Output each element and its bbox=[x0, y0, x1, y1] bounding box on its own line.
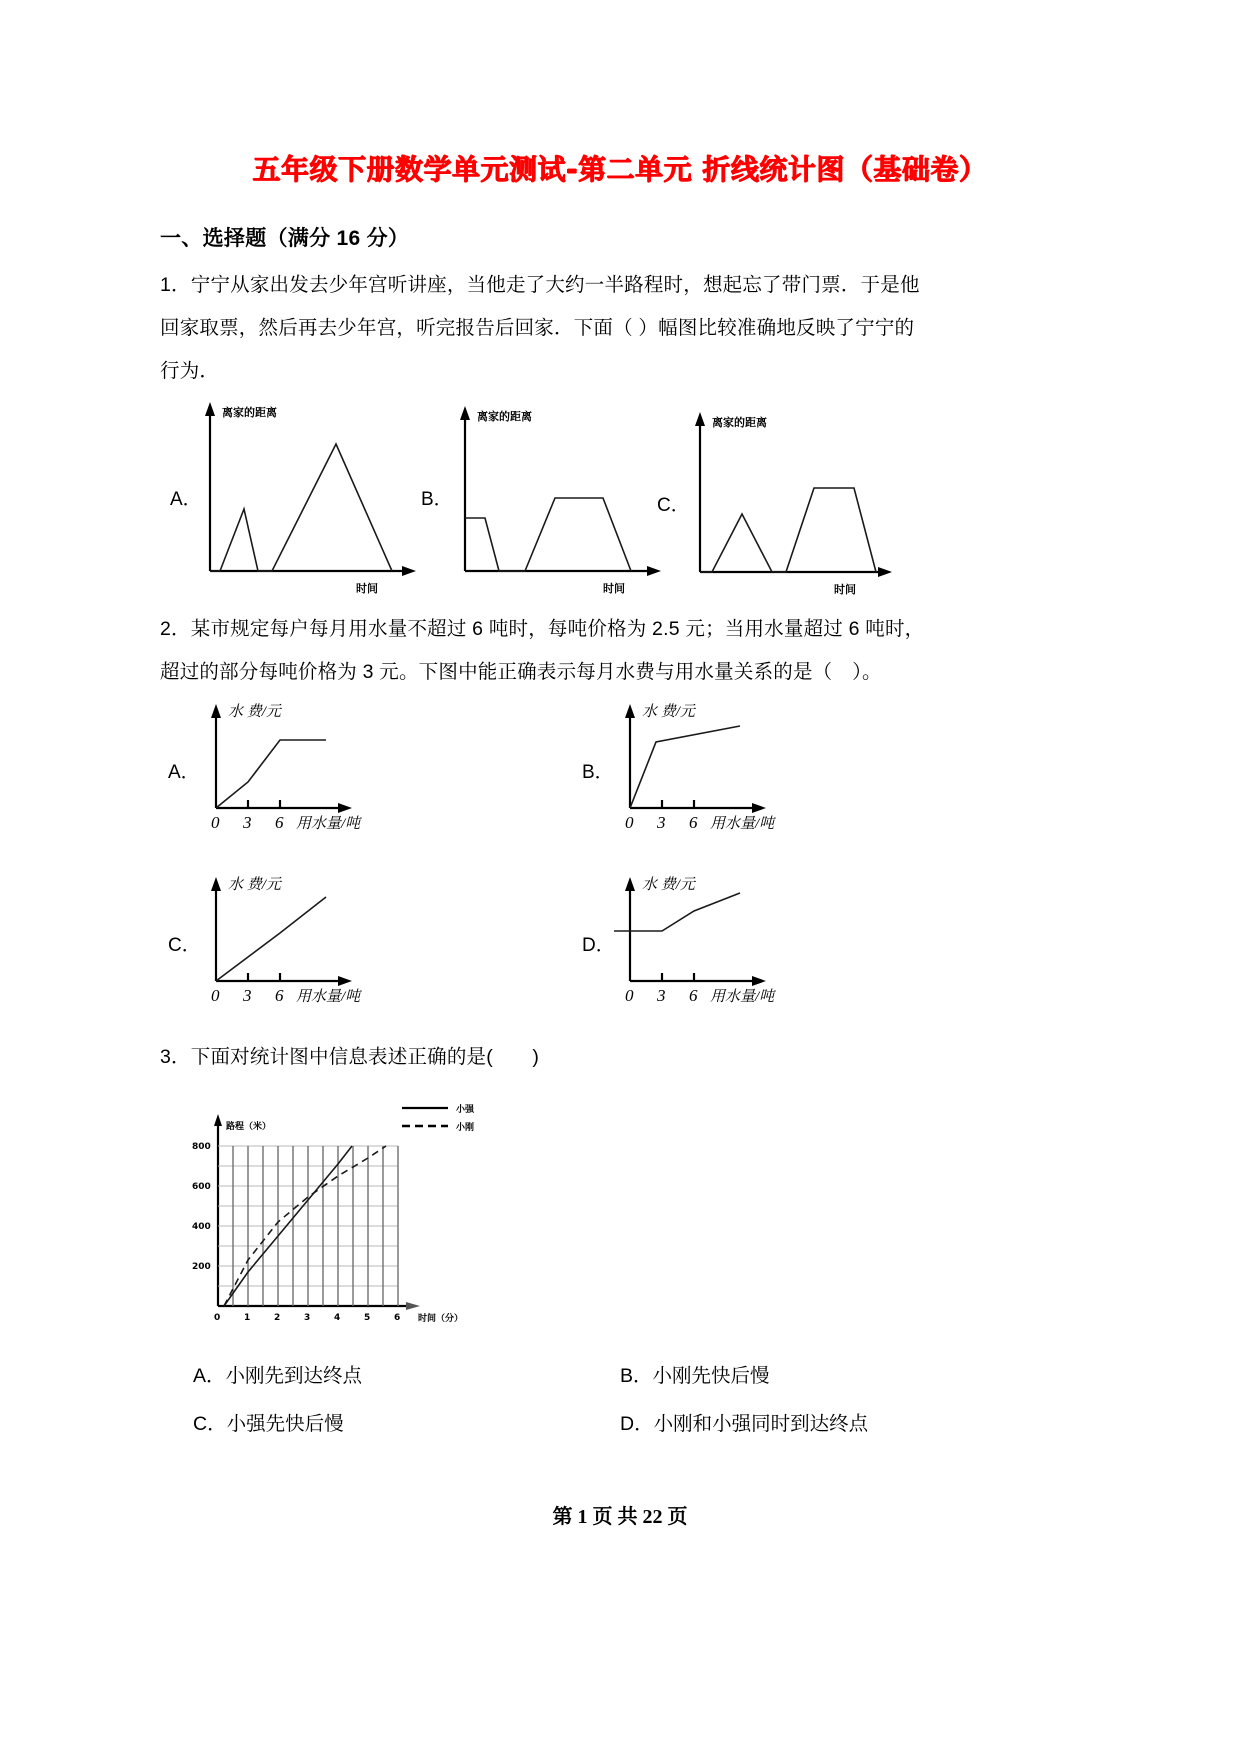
q1-option-c-letter: C． bbox=[657, 495, 690, 516]
q2-figure-d-tick-3: 3 bbox=[657, 986, 666, 1005]
question-1-line-2: 回家取票，然后再去少年宫，听完报告后回家．下面（ ）幅图比较准确地反映了宁宁的 bbox=[160, 317, 915, 339]
q2-figure-d bbox=[614, 873, 824, 1008]
q3-xtick-1: 1 bbox=[244, 1313, 251, 1323]
q3-answer-d[interactable]: D．小刚和小强同时到达终点 bbox=[620, 1413, 869, 1435]
q3-ytick-800: 800 bbox=[192, 1142, 211, 1152]
q1-figure-a-y-label: 离家的距离 bbox=[222, 406, 277, 419]
q2-figure-c bbox=[200, 873, 410, 1008]
q3-y-axis-label: 路程（米） bbox=[226, 1122, 272, 1132]
section-heading: 一、选择题（满分 16 分） bbox=[160, 227, 410, 250]
q1-figure-c bbox=[686, 406, 916, 596]
q2-figure-b-tick-0: 0 bbox=[625, 813, 634, 832]
q3-ytick-200: 200 bbox=[192, 1262, 211, 1272]
q1-option-a-letter: A． bbox=[170, 489, 202, 510]
q3-ytick-600: 600 bbox=[192, 1182, 211, 1192]
question-3-line-1: 3．下面对统计图中信息表述正确的是( ) bbox=[160, 1046, 540, 1068]
q2-option-c-letter: C． bbox=[168, 935, 201, 956]
q2-option-b-letter: B． bbox=[582, 762, 614, 783]
q3-line-chart bbox=[180, 1096, 510, 1326]
q2-figure-b bbox=[614, 700, 824, 835]
q2-option-d-letter: D． bbox=[582, 935, 615, 956]
q3-xtick-6: 6 bbox=[394, 1313, 401, 1323]
q3-answer-c[interactable]: C．小强先快后慢 bbox=[193, 1413, 344, 1435]
q2-figure-d-tick-0: 0 bbox=[625, 986, 634, 1005]
q1-figure-a bbox=[196, 396, 426, 595]
q2-figure-a bbox=[200, 700, 410, 835]
q3-ytick-400: 400 bbox=[192, 1222, 211, 1232]
q2-figure-a-tick-3: 3 bbox=[243, 813, 252, 832]
q3-legend-label-xiaogang: 小刚 bbox=[456, 1123, 475, 1133]
q2-figure-c-tick-0: 0 bbox=[211, 986, 220, 1005]
q2-figure-c-x-label: 用水量/吨 bbox=[296, 989, 361, 1005]
q3-x-axis-label: 时间（分） bbox=[418, 1314, 464, 1324]
q2-figure-a-tick-0: 0 bbox=[211, 813, 220, 832]
q1-figure-b-y-label: 离家的距离 bbox=[477, 410, 532, 423]
q1-figure-b-x-label: 时间 bbox=[603, 582, 625, 595]
q2-figure-b-y-label: 水 费/元 bbox=[642, 704, 695, 720]
q1-option-b-letter: B． bbox=[421, 489, 453, 510]
q2-figure-c-y-label: 水 费/元 bbox=[228, 877, 281, 893]
question-2-line-1: 2．某市规定每户每月用水量不超过 6 吨时，每吨价格为 2.5 元；当用水量超过 6 吨时， bbox=[160, 618, 925, 640]
q3-answer-b[interactable]: B．小刚先快后慢 bbox=[620, 1365, 770, 1387]
q2-option-a-letter: A． bbox=[168, 762, 200, 783]
q2-figure-c-tick-3: 3 bbox=[243, 986, 252, 1005]
q2-figure-b-tick-3: 3 bbox=[657, 813, 666, 832]
q2-figure-d-tick-6: 6 bbox=[689, 986, 698, 1005]
q3-xtick-3: 3 bbox=[304, 1313, 311, 1323]
question-2-line-2: 超过的部分每吨价格为 3 元。下图中能正确表示每月水费与用水量关系的是（ ）。 bbox=[160, 661, 882, 683]
q1-figure-c-y-label: 离家的距离 bbox=[712, 416, 767, 429]
q2-figure-a-tick-6: 6 bbox=[275, 813, 284, 832]
q3-xtick-4: 4 bbox=[334, 1313, 341, 1323]
q3-xtick-2: 2 bbox=[274, 1313, 281, 1323]
q2-figure-c-tick-6: 6 bbox=[275, 986, 284, 1005]
q2-figure-a-y-label: 水 费/元 bbox=[228, 704, 281, 720]
q2-figure-b-x-label: 用水量/吨 bbox=[710, 816, 775, 832]
page-title: 五年级下册数学单元测试-第二单元 折线统计图（基础卷） bbox=[252, 153, 988, 186]
question-1-line-1: 1．宁宁从家出发去少年宫听讲座，当他走了大约一半路程时，想起忘了带门票．于是他 bbox=[160, 274, 920, 296]
q3-legend-label-xiaoqiang: 小强 bbox=[456, 1105, 475, 1115]
q2-figure-b-tick-6: 6 bbox=[689, 813, 698, 832]
q2-figure-a-x-label: 用水量/吨 bbox=[296, 816, 361, 832]
q1-figure-c-x-label: 时间 bbox=[834, 583, 856, 596]
question-1-line-3: 行为． bbox=[160, 360, 220, 382]
page-footer: 第 1 页 共 22 页 bbox=[552, 1506, 688, 1528]
q2-figure-d-y-label: 水 费/元 bbox=[642, 877, 695, 893]
q3-answer-a[interactable]: A．小刚先到达终点 bbox=[193, 1365, 363, 1387]
q3-xtick-5: 5 bbox=[364, 1313, 371, 1323]
q3-xtick-0: 0 bbox=[214, 1313, 221, 1323]
q1-figure-b bbox=[451, 400, 681, 595]
q2-figure-d-x-label: 用水量/吨 bbox=[710, 989, 775, 1005]
q1-figure-a-x-label: 时间 bbox=[356, 582, 378, 595]
